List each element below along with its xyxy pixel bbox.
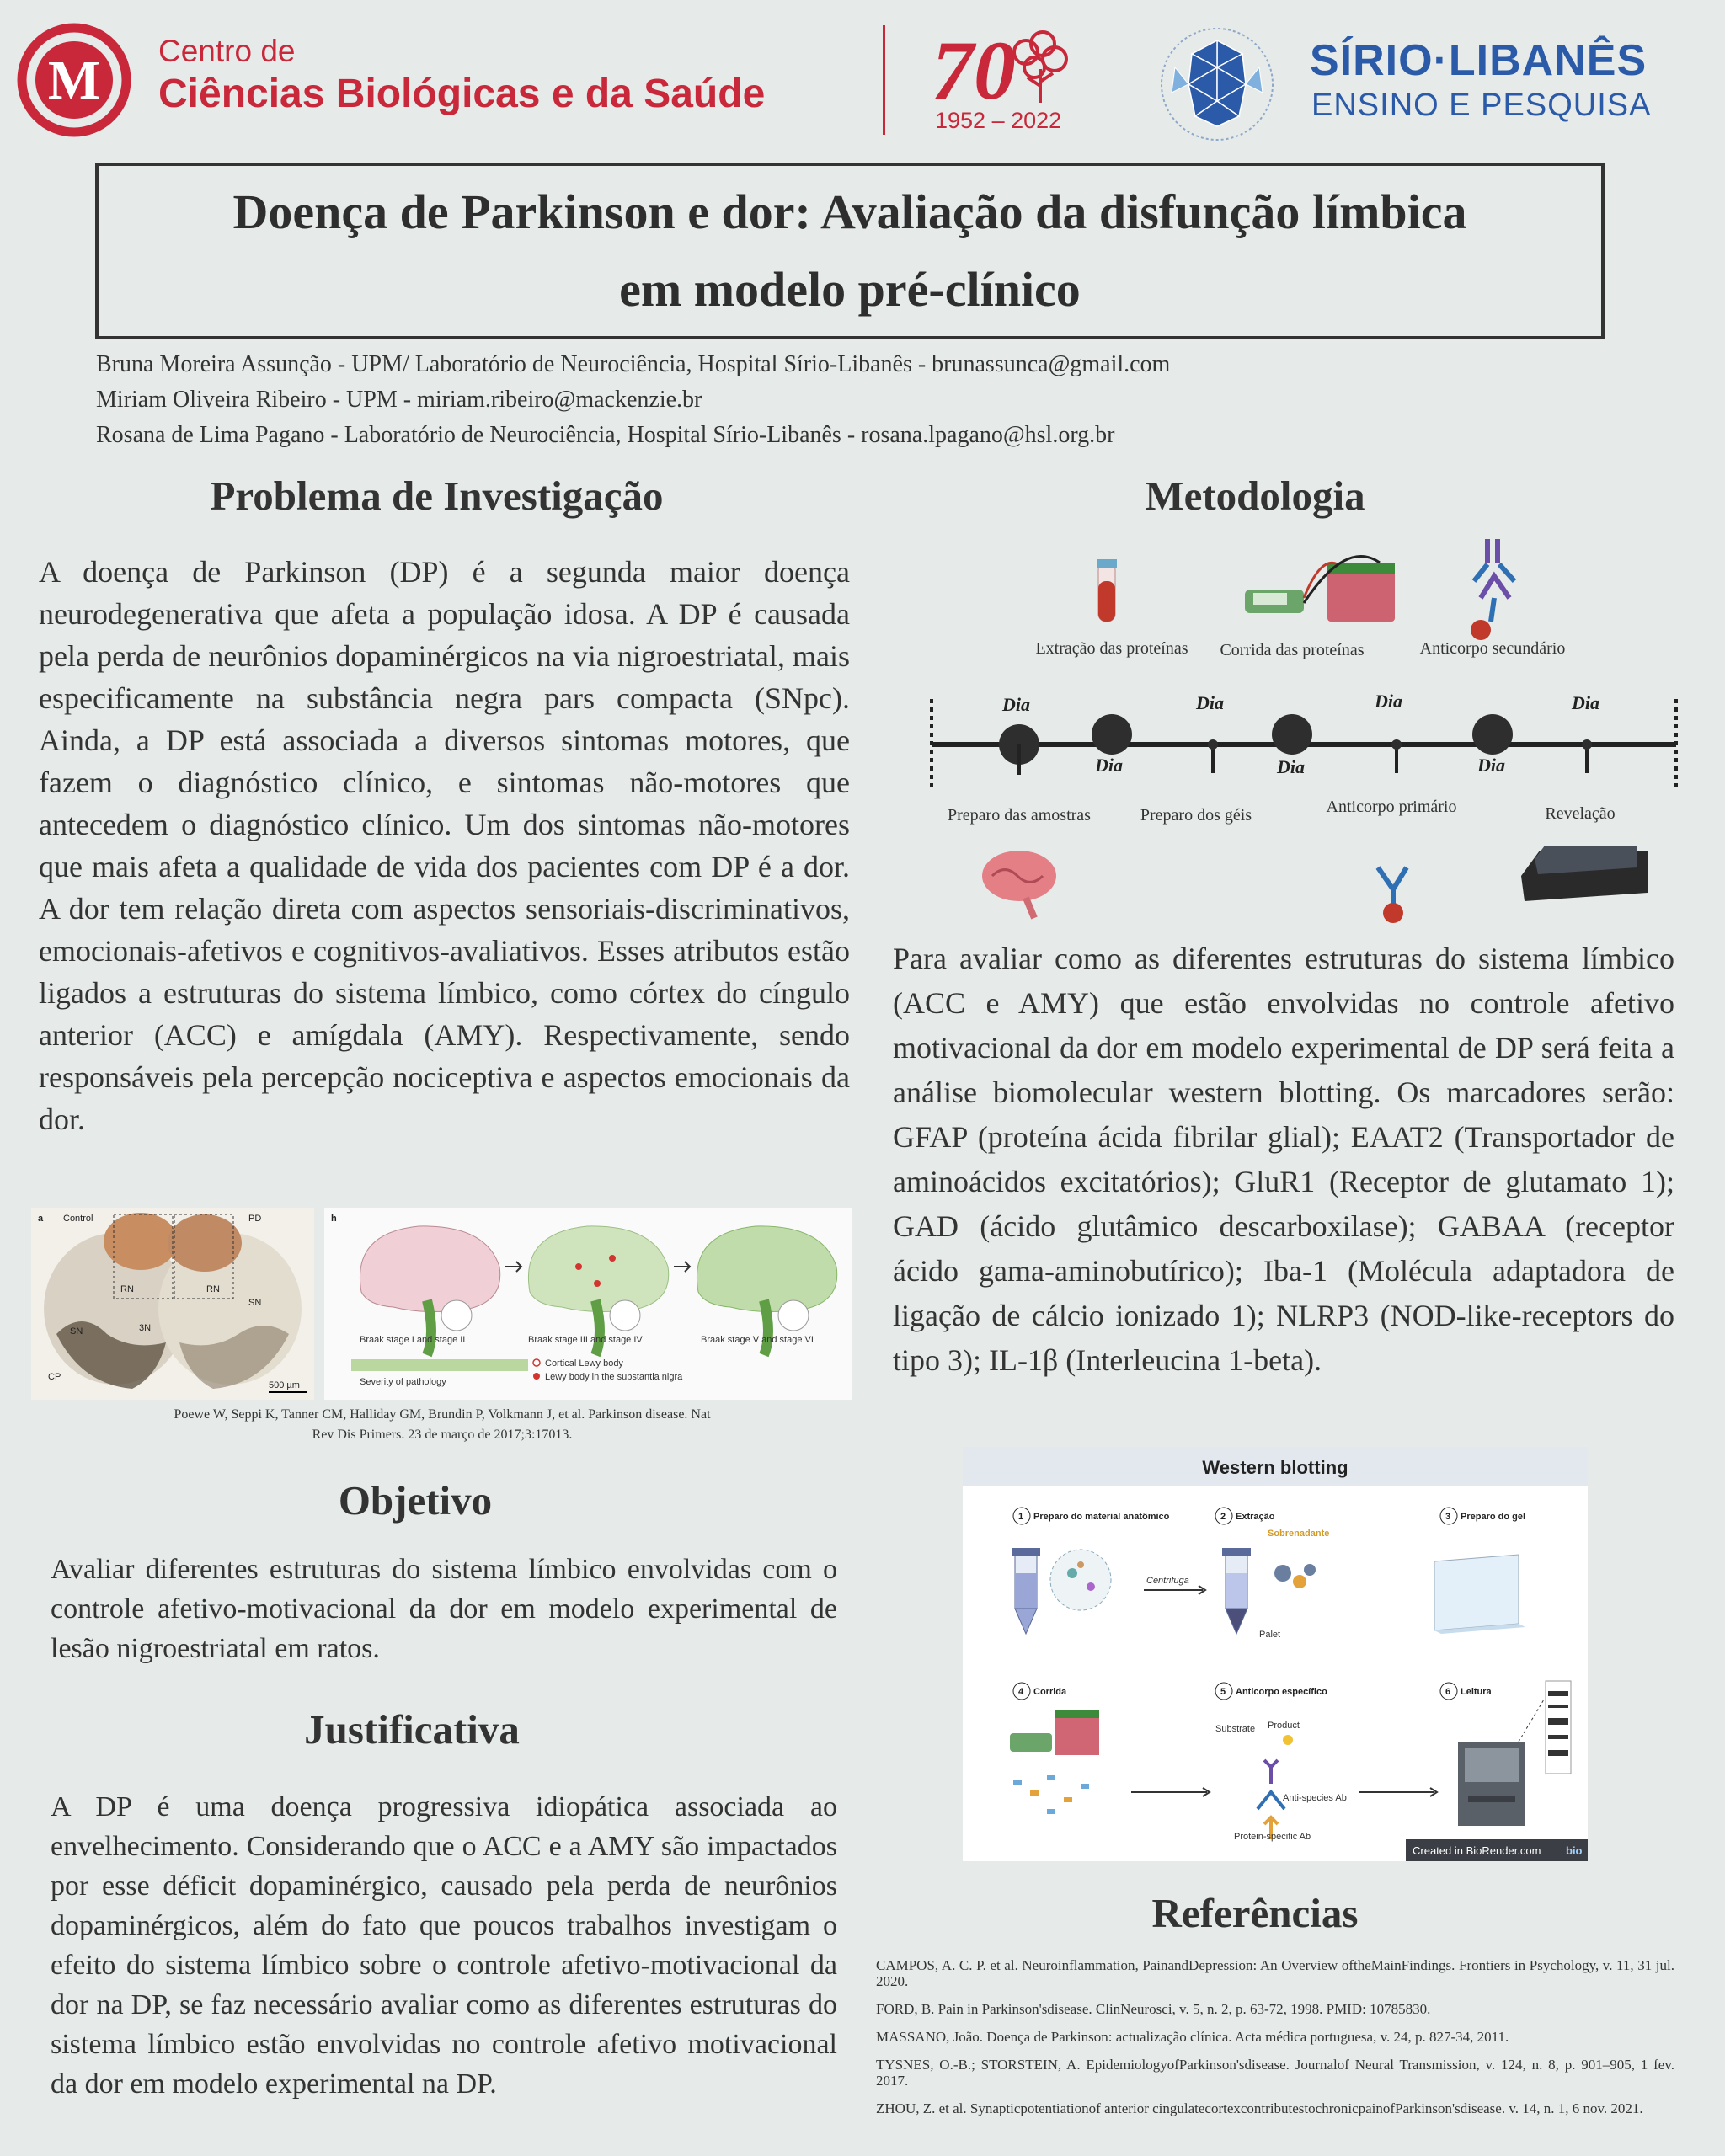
timeline-node	[1472, 714, 1513, 755]
legend-cortical: Cortical Lewy body	[545, 1358, 623, 1369]
blot-bands-icon	[1546, 1681, 1571, 1774]
objetivo-heading: Objetivo	[338, 1477, 493, 1524]
day-label: Dia	[1477, 755, 1505, 776]
step-number: 6	[1445, 1687, 1451, 1697]
ccbs-line2: Ciências Biológicas e da Saúde	[158, 72, 766, 116]
day-label: Dia	[1277, 756, 1305, 777]
day-label: Dia	[1375, 691, 1402, 712]
label-scale: 500 µm	[269, 1380, 300, 1390]
protein-specific-label: Protein-specific Ab	[1234, 1832, 1311, 1842]
reference-item: TYSNES, O.-B.; STORSTEIN, A. EpidemiologyofParkinson'sdisease. Journalof Neural Transmission, v. 124, n. 8, p. 901–905, 1 fev. 2017.	[876, 2057, 1674, 2089]
severity-label: Severity of pathology	[360, 1377, 446, 1387]
author-1: Bruna Moreira Assunção - UPM/ Laboratório de Neurociência, Hospital Sírio-Libanês - brunassunca@gmail.com	[96, 351, 1171, 377]
justificativa-text: A DP é uma doença progressiva idiopática associada ao envelhecimento. Considerando que o ACC e a AMY são impactados por esse déficit dopaminérgico, causado pela perda de neurônios dopaminérgicos, além do fato que poucos trabalhos investigam o efeito do sistema límbico sobre o controle afetivo-motivacional da dor na DP, se faz necessário avaliar como as diferentes estruturas do sistema límbico estão envolvidas no controle afetivo motivacional da dor em modelo experimental na DP.	[51, 1791, 837, 2100]
justificativa-heading: Justificativa	[304, 1706, 520, 1753]
panel-h-label: h	[331, 1214, 337, 1224]
timeline-label-corrida: Corrida das proteínas	[1220, 641, 1365, 659]
biorender-credit: Created in BioRender.com	[1413, 1844, 1541, 1857]
sobrenadante-label: Sobrenadante	[1268, 1529, 1330, 1539]
step-6-label: Leitura	[1461, 1687, 1492, 1697]
product-label: Product	[1268, 1721, 1300, 1731]
title-line2: em modelo pré-clínico	[619, 262, 1081, 317]
western-blotting-figure	[963, 1447, 1588, 1861]
brain-icon	[982, 851, 1056, 918]
panel-a-label: a	[38, 1214, 44, 1224]
label-pd: PD	[248, 1214, 262, 1224]
timeline-label-extracao: Extração das proteínas	[1035, 639, 1188, 658]
day-label: Dia	[1002, 694, 1030, 715]
day-label: Dia	[1095, 755, 1123, 776]
references-list	[876, 1957, 1674, 2128]
sirio-subtitle: ENSINO E PESQUISA	[1311, 88, 1652, 123]
figure-caption	[34, 1405, 851, 1445]
label-sn-2: SN	[248, 1298, 262, 1308]
timeline-node	[1092, 714, 1132, 755]
timeline-label-revelacao: Revelação	[1545, 804, 1616, 823]
severity-bar	[351, 1359, 528, 1371]
methodology-timeline	[925, 522, 1683, 926]
step-2-label: Extração	[1236, 1512, 1275, 1522]
gel-icon	[1434, 1555, 1525, 1634]
title-line1: Doença de Parkinson e dor: Avaliação da disfunção límbica	[232, 184, 1467, 239]
caption-line2: Rev Dis Primers. 23 de março de 2017;3:17013.	[312, 1428, 573, 1442]
secondary-antibody-icon	[1471, 539, 1514, 640]
objetivo-text: Avaliar diferentes estruturas do sistema límbico envolvidas com o controle afetivo-motivacional da dor em modelo experimental de lesão nigroestriatal em ratos.	[51, 1554, 837, 1664]
referencias-heading: Referências	[1151, 1890, 1359, 1936]
product-star-icon	[1283, 1735, 1293, 1745]
biorender-bio: bio	[1566, 1844, 1583, 1857]
step-number: 4	[1018, 1687, 1024, 1697]
centrifuga-label: Centrifuga	[1146, 1576, 1189, 1586]
step-3-label: Preparo do gel	[1461, 1512, 1526, 1522]
tube-icon	[1097, 559, 1117, 622]
label-cp: CP	[48, 1372, 61, 1382]
anniversary-logo	[927, 19, 1087, 111]
palet-label: Palet	[1259, 1630, 1281, 1640]
timeline-node	[1272, 714, 1312, 755]
label-control: Control	[63, 1214, 93, 1224]
mackenzie-logo	[15, 21, 133, 139]
reference-item: ZHOU, Z. et al. Synapticpotentiationof anterior cingulatecortexcontributestochronicpainofParkinson'sdisease. v. 14, n. 1, 6 nov. 2021.	[876, 2100, 1643, 2116]
logo-letter: M	[47, 50, 101, 111]
step-4-label: Corrida	[1033, 1687, 1067, 1697]
step-number: 3	[1445, 1512, 1451, 1522]
parkinson-figure	[31, 1208, 852, 1400]
label-3n: 3N	[139, 1323, 152, 1333]
anniversary-years: 1952 – 2022	[935, 108, 1062, 133]
braak-2: Braak stage III and stage IV	[528, 1335, 643, 1345]
step-number: 1	[1018, 1512, 1024, 1522]
label-rn-2: RN	[206, 1284, 220, 1294]
reader-icon	[1458, 1742, 1525, 1826]
timeline-top-labels	[1035, 639, 1565, 659]
label-rn-1: RN	[120, 1284, 134, 1294]
braak-3: Braak stage V and stage VI	[701, 1335, 814, 1345]
braak-1: Braak stage I and stage II	[360, 1335, 466, 1345]
timeline-label-primario: Anticorpo primário	[1326, 798, 1457, 816]
timeline-bottom-labels	[948, 798, 1616, 825]
legend-nigra: Lewy body in the substantia nigra	[545, 1372, 683, 1382]
step-1-label: Preparo do material anatômico	[1033, 1512, 1170, 1522]
reference-item: FORD, B. Pain in Parkinson'sdisease. ClinNeurosci, v. 5, n. 2, p. 63-72, 1998. PMID: 10785830.	[876, 2001, 1431, 2017]
day-label: Dia	[1196, 692, 1224, 713]
reference-item: CAMPOS, A. C. P. et al. Neuroinflammation, PainandDepression: An Overview oftheMainFindings. Frontiers in Psychology, v. 11, 31 jul. 2020.	[876, 1957, 1674, 1989]
tree-icon	[1014, 32, 1066, 103]
sirio-name: SÍRIO·LIBANÊS	[1310, 36, 1648, 85]
step-number: 5	[1220, 1687, 1226, 1697]
sirio-globe-icon	[1150, 25, 1284, 143]
imager-icon	[1521, 846, 1648, 901]
timeline-label-geis: Preparo dos géis	[1140, 806, 1252, 825]
author-3: Rosana de Lima Pagano - Laboratório de Neurociência, Hospital Sírio-Libanês - rosana.lpagano@hsl.org.br	[96, 422, 1115, 448]
anniversary-number: 70	[932, 24, 1016, 111]
tissue-cells-icon	[1050, 1550, 1111, 1610]
poster-title	[95, 163, 1605, 339]
primary-antibody-icon	[1378, 867, 1407, 923]
western-title: Western blotting	[1202, 1457, 1348, 1478]
ccbs-line1: Centro de	[158, 34, 296, 68]
authors-block	[96, 347, 1612, 453]
metodologia-heading: Metodologia	[1145, 472, 1365, 519]
reference-item: MASSANO, João. Doença de Parkinson: actualização clínica. Acta médica portuguesa, v. 24, p. 827-34, 2011.	[876, 2029, 1509, 2045]
problema-text: A doença de Parkinson (DP) é a segunda maior doença neurodegenerativa que afeta a população idosa. A DP é causada pela perda de neurônios dopaminérgicos na via nigroestriatal, mais especificamente na substância negra pars compacta (SNpc). Ainda, a DP está associada a diversos sintomas motores, que fazem o diagnóstico clínico, e sintomas não-motores que antecedem o diagnóstico clínico. Um dos sintomas não-motores que mais afeta a qualidade de vida dos pacientes com DP é a dor. A dor tem relação direta com aspectos sensoriais-discriminativos, emocionais-afetivos e cognitivos-avaliativos. Esses atributos estão ligados a estruturas do sistema límbico, como córtex do cíngulo anterior (ACC) e amígdala (AMY). Respectivamente, sendo responsáveis pela percepção nociceptiva e aspectos emocionais da dor.	[39, 555, 850, 1136]
caption-line1: Poewe W, Seppi K, Tanner CM, Halliday GM, Brundin P, Volkmann J, et al. Parkinson disease. Nat	[174, 1407, 711, 1422]
day-label: Dia	[1572, 692, 1599, 713]
timeline-label-secundario: Anticorpo secundário	[1419, 639, 1566, 658]
timeline-label-amostras: Preparo das amostras	[948, 806, 1091, 825]
label-sn-1: SN	[70, 1326, 83, 1337]
author-2: Miriam Oliveira Ribeiro - UPM - miriam.ribeiro@mackenzie.br	[96, 387, 702, 413]
step-number: 2	[1220, 1512, 1226, 1522]
step-5-label: Anticorpo específico	[1236, 1687, 1327, 1697]
anti-species-label: Anti-species Ab	[1283, 1793, 1347, 1803]
substrate-label: Substrate	[1215, 1724, 1256, 1734]
electrophoresis-icon	[1245, 556, 1395, 622]
problema-heading: Problema de Investigação	[210, 472, 664, 519]
header-divider	[883, 25, 885, 135]
metodologia-text: Para avaliar como as diferentes estruturas do sistema límbico (ACC e AMY) que estão envolvidas no controle afetivo motivacional da dor em modelo experimental de DP será feita a análise biomolecular western blotting. Os marcadores serão: GFAP (proteína ácida fibrilar glial); EAAT2 (Transportador de aminoácidos excitatórios); GluR1 (Receptor de glutamato 1); GAD (ácido glutâmico descarboxilase); GABAA (receptor ácido gama-aminobutírico); Iba-1 (Molécula adaptadora de ligação de cálcio ionizado 1); NLRP3 (NOD-like-receptors do tipo 3); IL-1β (Interleucina 1-beta).	[893, 942, 1674, 1377]
